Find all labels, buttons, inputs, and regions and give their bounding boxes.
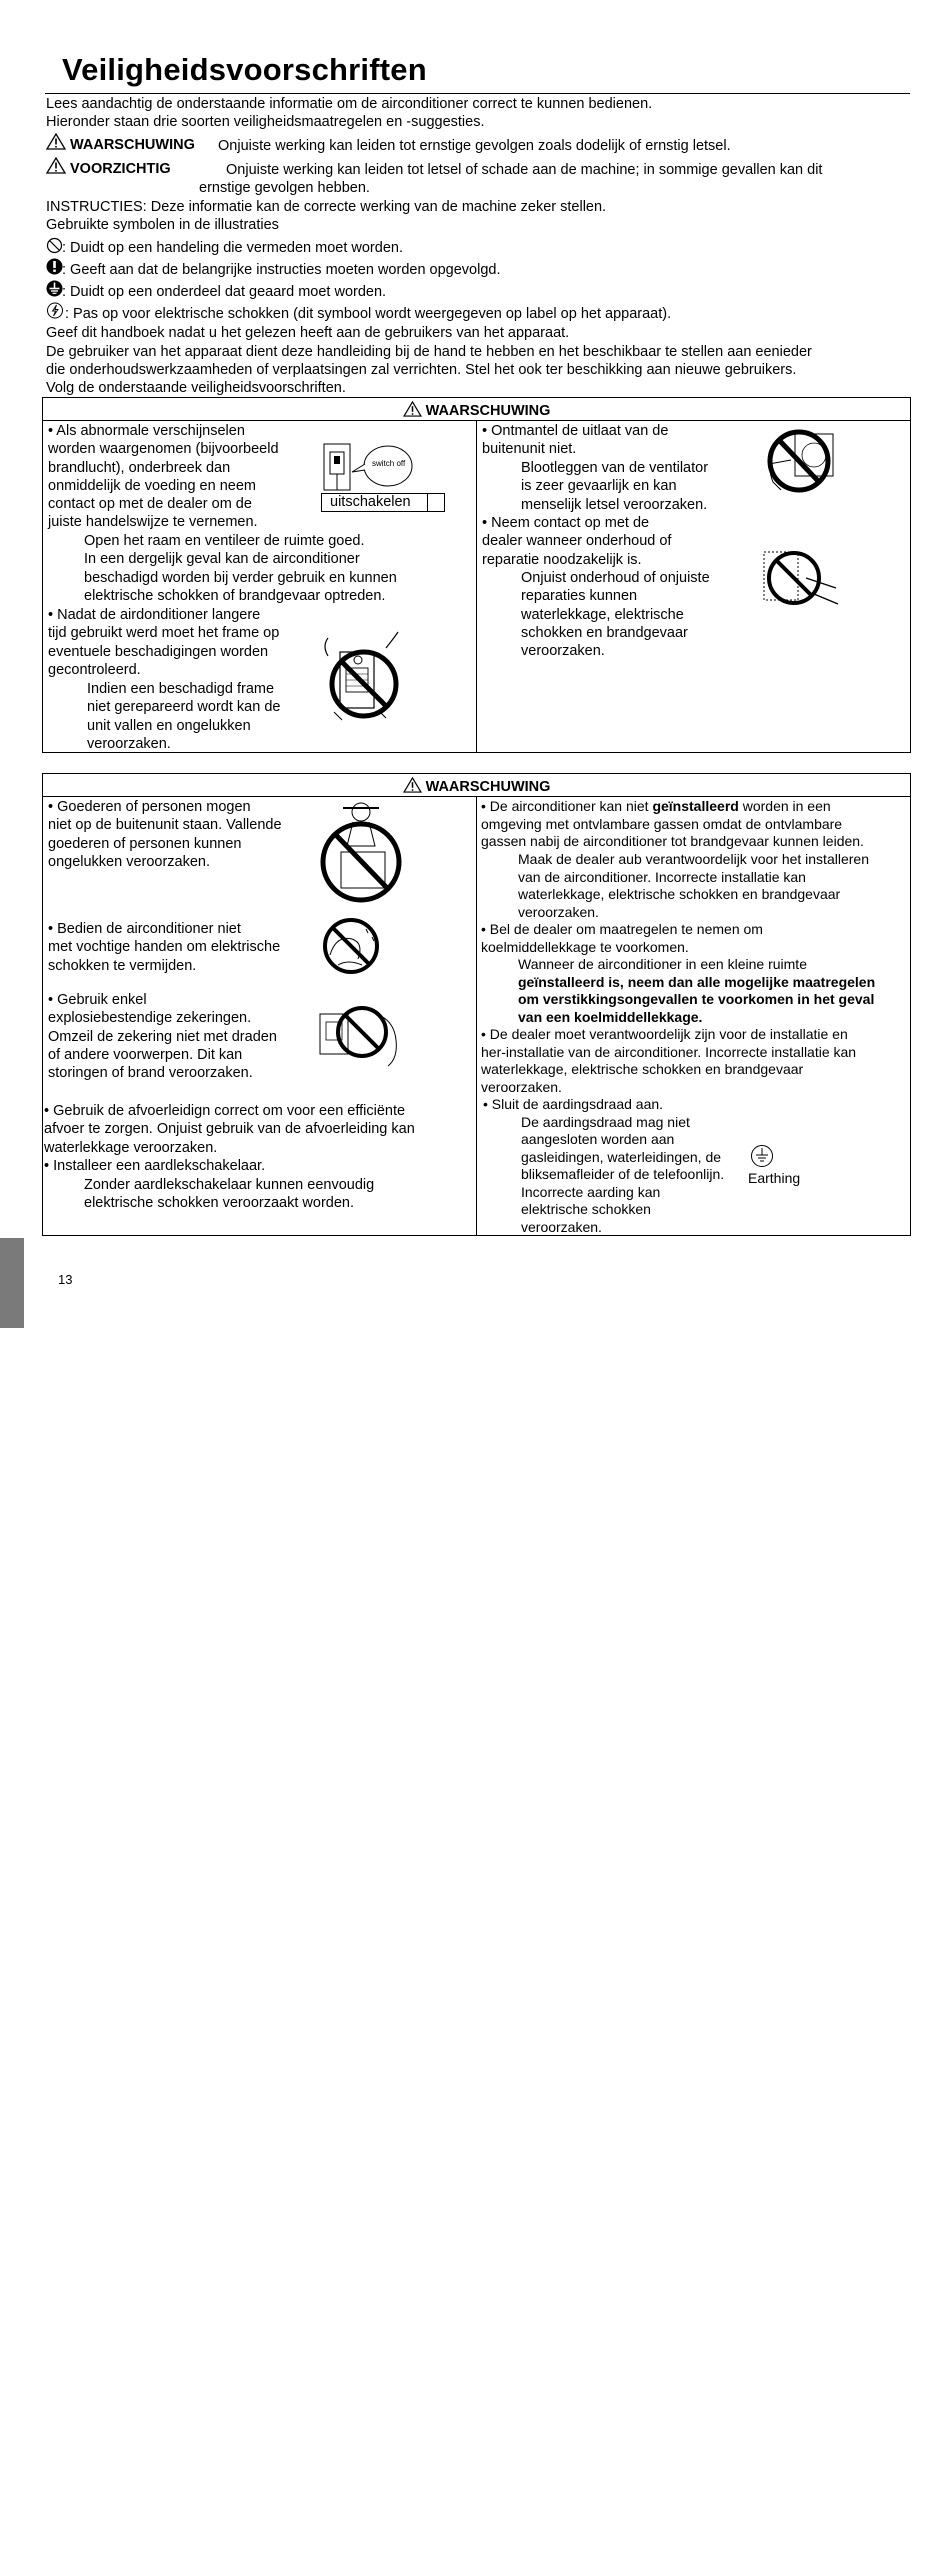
switch-off-caption-box <box>321 493 445 512</box>
caution-definition-cont: ernstige gevolgen hebben. <box>199 180 370 196</box>
box2-item-drain: • Gebruik de afvoerleidign correct om voor een efficiënte afvoer te zorgen. Onjuist gebruik van de afvoerleiding kan waterlekkage veroorzaken. <box>44 1103 415 1156</box>
language-side-tab <box>0 1238 24 2558</box>
caution-triangle-icon <box>46 157 66 174</box>
no-standing-prohibited-illustration <box>313 798 413 906</box>
warning-box-2-title: WAARSCHUWING <box>425 779 551 795</box>
user-note-2: die onderhoudswerkzaamheden of verplaatsingen zal verrichten. Stel het ook ter beschikking aan nieuwe gebruikers. <box>46 362 797 378</box>
box1-item-frame-detail: Indien een beschadigd frame niet gerepareerd wordt kan de unit vallen en ongelukken veroorzaken. <box>87 681 281 752</box>
warning-box-1-title: WAARSCHUWING <box>425 403 551 419</box>
page-number: 13 <box>58 1272 73 1287</box>
user-note-1: De gebruiker van het apparaat dient deze handleiding bij de hand te hebben en het beschikbaar te stellen aan eenieder <box>46 344 812 360</box>
column-divider <box>476 796 477 1235</box>
box2-item-rcd: • Installeer een aardlekschakelaar. <box>44 1158 266 1174</box>
warning-box-1-header <box>43 398 910 421</box>
symbol-1-text: : Duidt op een handeling die vermeden moet worden. <box>62 240 403 256</box>
instructions-definition: INSTRUCTIES: Deze informatie kan de correcte werking van de machine zeker stellen. <box>46 199 607 215</box>
warning-definition: Onjuiste werking kan leiden tot ernstige gevolgen zoals dodelijk of ernstig letsel. <box>218 138 731 154</box>
open-fan-prohibited-illustration <box>755 424 841 496</box>
symbol-2-text: : Geeft aan dat de belangrijke instructies moeten worden opgevolgd. <box>62 262 501 278</box>
box2-item-wet-hands: • Bedien de airconditioner niet met vochtige handen om elektrische schokken te vermijden. <box>48 921 281 974</box>
box1-item-dealer: • Neem contact op met de dealer wanneer onderhoud of reparatie noodzakelijk is. <box>482 515 672 568</box>
earthing-label: Earthing <box>748 1170 801 1186</box>
handbook-note: Geef dit handboek nadat u het gelezen heeft aan de gebruikers van het apparaat. <box>46 325 570 341</box>
box2-item-reinstall: • De dealer moet verantwoordelijk zijn voor de installatie en her-installatie van de airconditioner. Incorrecte installatie kan waterlekkage, elektrische schokken en brandgevaar veroorzaken. <box>481 1026 857 1095</box>
mandatory-instruction-icon <box>46 258 63 275</box>
warning-box-2-header <box>43 774 910 797</box>
box2-item-flammable-cont: omgeving met ontvlambare gassen omdat de ontvlambare gassen nabij de airconditioner tot brandgevaar kunnen leiden. <box>481 815 864 849</box>
box1-item-outlet: • Ontmantel de uitlaat van de buitenunit niet. <box>482 423 669 458</box>
box1-item-outlet-detail: Blootleggen van de ventilator is zeer gevaarlijk en kan menselijk letsel veroorzaken. <box>521 460 709 513</box>
warning-label: WAARSCHUWING <box>70 137 195 153</box>
symbol-3-text: : Duidt op een onderdeel dat geaard moet worden. <box>62 284 387 300</box>
box2-item-dealer-install: Maak de dealer aub verantwoordelijk voor het installeren van de airconditioner. Incorrecte installatie kan waterlekkage, elektrische schokken en brandgevaar veroorzaken. <box>518 851 869 920</box>
intro-line-1: Lees aandachtig de onderstaande informatie om de airconditioner correct te kunnen bedienen. <box>46 96 653 112</box>
box2-item-refrigerant-detail: Wanneer de airconditioner in een kleine ruimte geïnstalleerd is, neem dan alle mogelijke maatregelen om verstikkingsongevallen te voorkomen in het geval van een koelmiddellekkage. <box>518 956 876 1025</box>
box2-item-earth-wire-detail: De aardingsdraad mag niet aangesloten worden aan gasleidingen, waterleidingen, de bliksemafleider of de telefoonlijn. Incorrecte aarding kan elektrische schokken veroorzaken. <box>521 1113 725 1235</box>
box1-item-ventilate: Open het raam en ventileer de ruimte goed. In een dergelijk geval kan de airconditioner beschadigd worden bij verder gebruik en kunnen elektrische schokken of brandgevaar optreden. <box>84 533 397 604</box>
box2-item-flammable: • De airconditioner kan niet geïnstalleerd worden in een <box>481 798 831 814</box>
title-divider <box>45 93 910 94</box>
earthing-icon <box>750 1144 774 1168</box>
box2-item-no-standing: • Goederen of personen mogen niet op de buitenunit staan. Vallende goederen of personen kunnen ongelukken veroorzaken. <box>48 799 282 870</box>
switch-off-bubble-text: switch off <box>372 459 406 468</box>
symbols-heading: Gebruikte symbolen in de illustraties <box>46 217 279 233</box>
column-divider <box>476 420 477 752</box>
electric-shock-icon <box>46 302 65 319</box>
caution-definition: Onjuiste werking kan leiden tot letsel of schade aan de machine; in sommige gevallen kan dit <box>226 162 823 178</box>
follow-note: Volg de onderstaande veiligheidsvoorschriften. <box>46 380 346 396</box>
warning-triangle-icon <box>403 401 422 417</box>
box2-item-rcd-detail: Zonder aardlekschakelaar kunnen eenvoudig elektrische schokken veroorzaakt worden. <box>84 1177 375 1212</box>
falling-unit-prohibited-illustration <box>318 628 408 724</box>
repair-prohibited-illustration <box>752 544 842 612</box>
warning-triangle-icon <box>46 133 66 150</box>
wet-hands-prohibited-illustration <box>318 915 384 977</box>
box2-item-refrigerant: • Bel de dealer om maatregelen te nemen om koelmiddellekkage te voorkomen. <box>481 921 763 955</box>
page-title: Veiligheidsvoorschriften <box>62 52 427 87</box>
box1-item-dealer-detail: Onjuist onderhoud of onjuiste reparaties kunnen waterlekkage, elektrische schokken en brandgevaar veroorzaken. <box>521 570 710 660</box>
box2-item-fuses: • Gebruik enkel explosiebestendige zekeringen. Omzeil de zekering niet met draden of andere voorwerpen. Dit kan storingen of brand veroorzaken. <box>48 992 277 1082</box>
box1-item-frame: • Nadat de airdonditioner langere tijd gebruikt werd moet het frame op eventuele beschadigingen worden gecontroleerd. <box>48 607 280 678</box>
symbol-4-text: : Pas op voor elektrische schokken (dit symbool wordt weergegeven op label op het apparaat). <box>65 306 672 322</box>
fuse-wire-prohibited-illustration <box>316 1000 408 1070</box>
switch-off-caption: uitschakelen <box>330 494 411 510</box>
intro-line-2: Hieronder staan drie soorten veiligheidsmaatregelen en -suggesties. <box>46 114 485 130</box>
box1-item-abnormal: • Als abnormale verschijnselen worden waargenomen (bijvoorbeeld brandlucht), onderbreek dan onmiddelijk de voeding en neem contact op met de dealer om de juiste handelswijze te vernemen. <box>48 423 279 531</box>
ground-icon <box>46 280 63 297</box>
caution-label: VOORZICHTIG <box>70 161 171 177</box>
language-tab-label: Nederlands <box>4 2489 18 2558</box>
box2-item-earth-wire: • Sluit de aardingsdraad aan. <box>483 1096 664 1112</box>
prohibited-icon <box>46 237 63 254</box>
warning-triangle-icon <box>403 777 422 793</box>
